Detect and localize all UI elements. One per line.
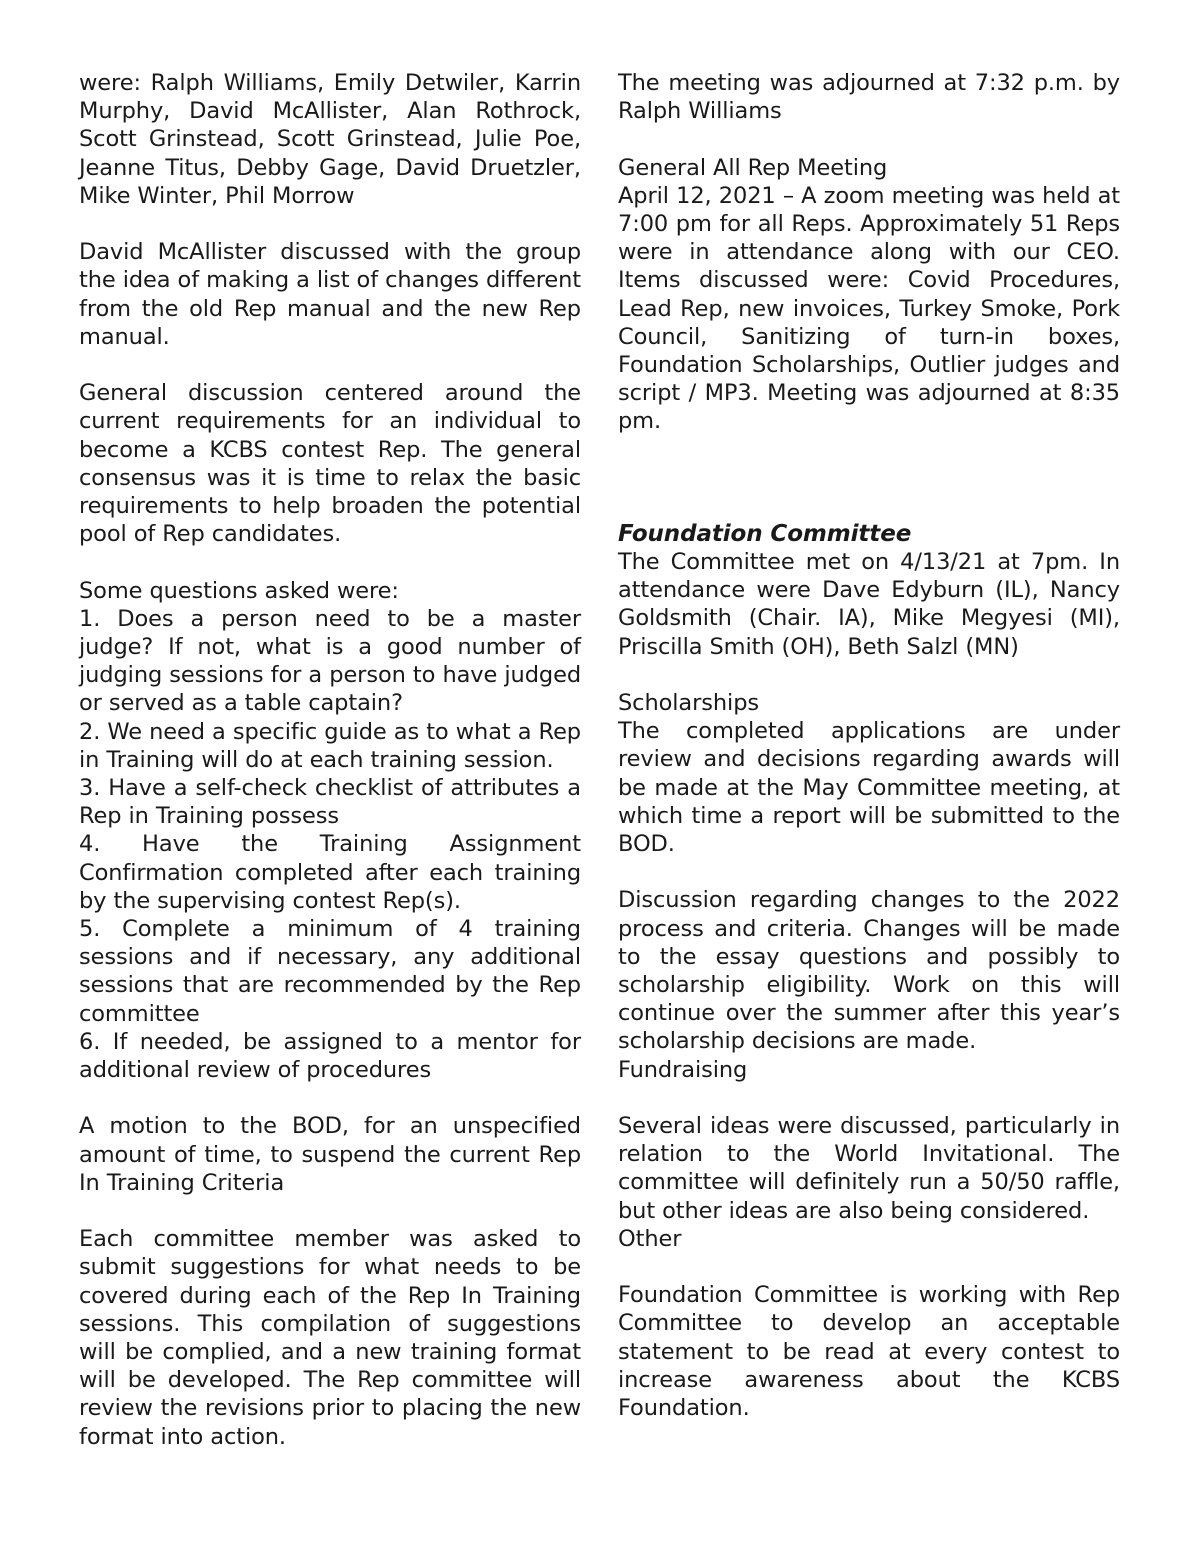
rep-manual-paragraph: David McAllister discussed with the group the idea of making a list of changes different from the old Rep manual and the new Rep manual.	[79, 239, 581, 350]
question-item: 2. We need a specific guide as to what a Rep in Training will do at each training session.	[79, 718, 581, 773]
question-item: 3. Have a self-check checklist of attributes a Rep in Training possess	[79, 775, 581, 830]
discussion-paragraph: Discussion regarding changes to the 2022 process and criteria. Changes will be made to the essay questions and possibly to scholarship eligibility. Work on this will continue over the summer after this year’s scholarship decisions are made.	[618, 887, 1120, 1055]
other-paragraph: Foundation Committee is working with Rep Committee to develop an acceptable statement to be read at every contest to increase awareness about the KCBS Foundation.	[618, 1282, 1120, 1422]
scholarships-heading: Scholarships	[618, 690, 760, 717]
section-spacer	[618, 464, 1120, 520]
suggestions-paragraph: Each committee member was asked to submit suggestions for what needs to be covered during each of the Rep In Training sessions. This compilation of suggestions will be complied, and a new training format will be developed. The Rep committee will review the revisions prior to placing the new format into action.	[79, 1226, 581, 1450]
left-column	[79, 69, 581, 1479]
questions-intro: Some questions asked were:	[79, 577, 399, 604]
question-item: 6. If needed, be assigned to a mentor for additional review of procedures	[79, 1028, 581, 1084]
foundation-attendance-paragraph: The Committee met on 4/13/21 at 7pm. In attendance were Dave Edyburn (IL), Nancy Goldsmith (Chair. IA), Mike Megyesi (MI), Priscilla Smith (OH), Beth Salzl (MN)	[618, 549, 1120, 660]
fundraising-heading: Fundraising	[618, 1056, 748, 1083]
motion-paragraph: A motion to the BOD, for an unspecified amount of time, to suspend the current Rep In Training Criteria	[79, 1113, 581, 1196]
other-heading: Other	[618, 1225, 682, 1252]
requirements-paragraph: General discussion centered around the current requirements for an individual to become a KCBS contest Rep. The general consensus was it is time to relax the basic requirements to help broaden the potential pool of Rep candidates.	[79, 380, 581, 548]
questions-list	[79, 605, 581, 1084]
question-item: 5. Complete a minimum of 4 training sessions and if necessary, any additional sessions that are recommended by the Rep committee	[79, 916, 581, 1027]
fundraising-paragraph: Several ideas were discussed, particularly in relation to the World Invitational. The committee will definitely run a 50/50 raffle, but other ideas are also being considered.	[618, 1113, 1120, 1224]
question-item: 1. Does a person need to be a master judge? If not, what is a good number of judging sessions for a person to have judged or served as a table captain?	[79, 605, 581, 717]
foundation-committee-title: Foundation Committee	[618, 520, 912, 547]
adjourned-paragraph: The meeting was adjourned at 7:32 p.m. by Ralph Williams	[618, 70, 1120, 125]
scholarships-paragraph: The completed applications are under review and decisions regarding awards will be made at the May Committee meeting, at which time a report will be submitted to the BOD.	[618, 718, 1120, 858]
general-meeting-paragraph: April 12, 2021 – A zoom meeting was held at 7:00 pm for all Reps. Approximately 51 Reps were in attendance along with our CEO. Items discussed were: Covid Procedures, Lead Rep, new invoices, Turkey Smoke, Pork Council, Sanitizing of turn-in boxes, Foundation Scholarships, Outlier judges and script / MP3. Meeting was adjourned at 8:35 pm.	[618, 182, 1120, 435]
general-meeting-heading: General All Rep Meeting	[618, 154, 888, 181]
question-item: 4. Have the Training Assignment Confirmation completed after each training by the supervising contest Rep(s).	[79, 831, 581, 914]
attendees-paragraph: were: Ralph Williams, Emily Detwiler, Karrin Murphy, David McAllister, Alan Rothrock, Scott Grinstead, Scott Grinstead, Julie Poe, Jeanne Titus, Debby Gage, David Druetzler, Mike Winter, Phil Morrow	[79, 70, 581, 209]
right-column	[618, 69, 1120, 1450]
